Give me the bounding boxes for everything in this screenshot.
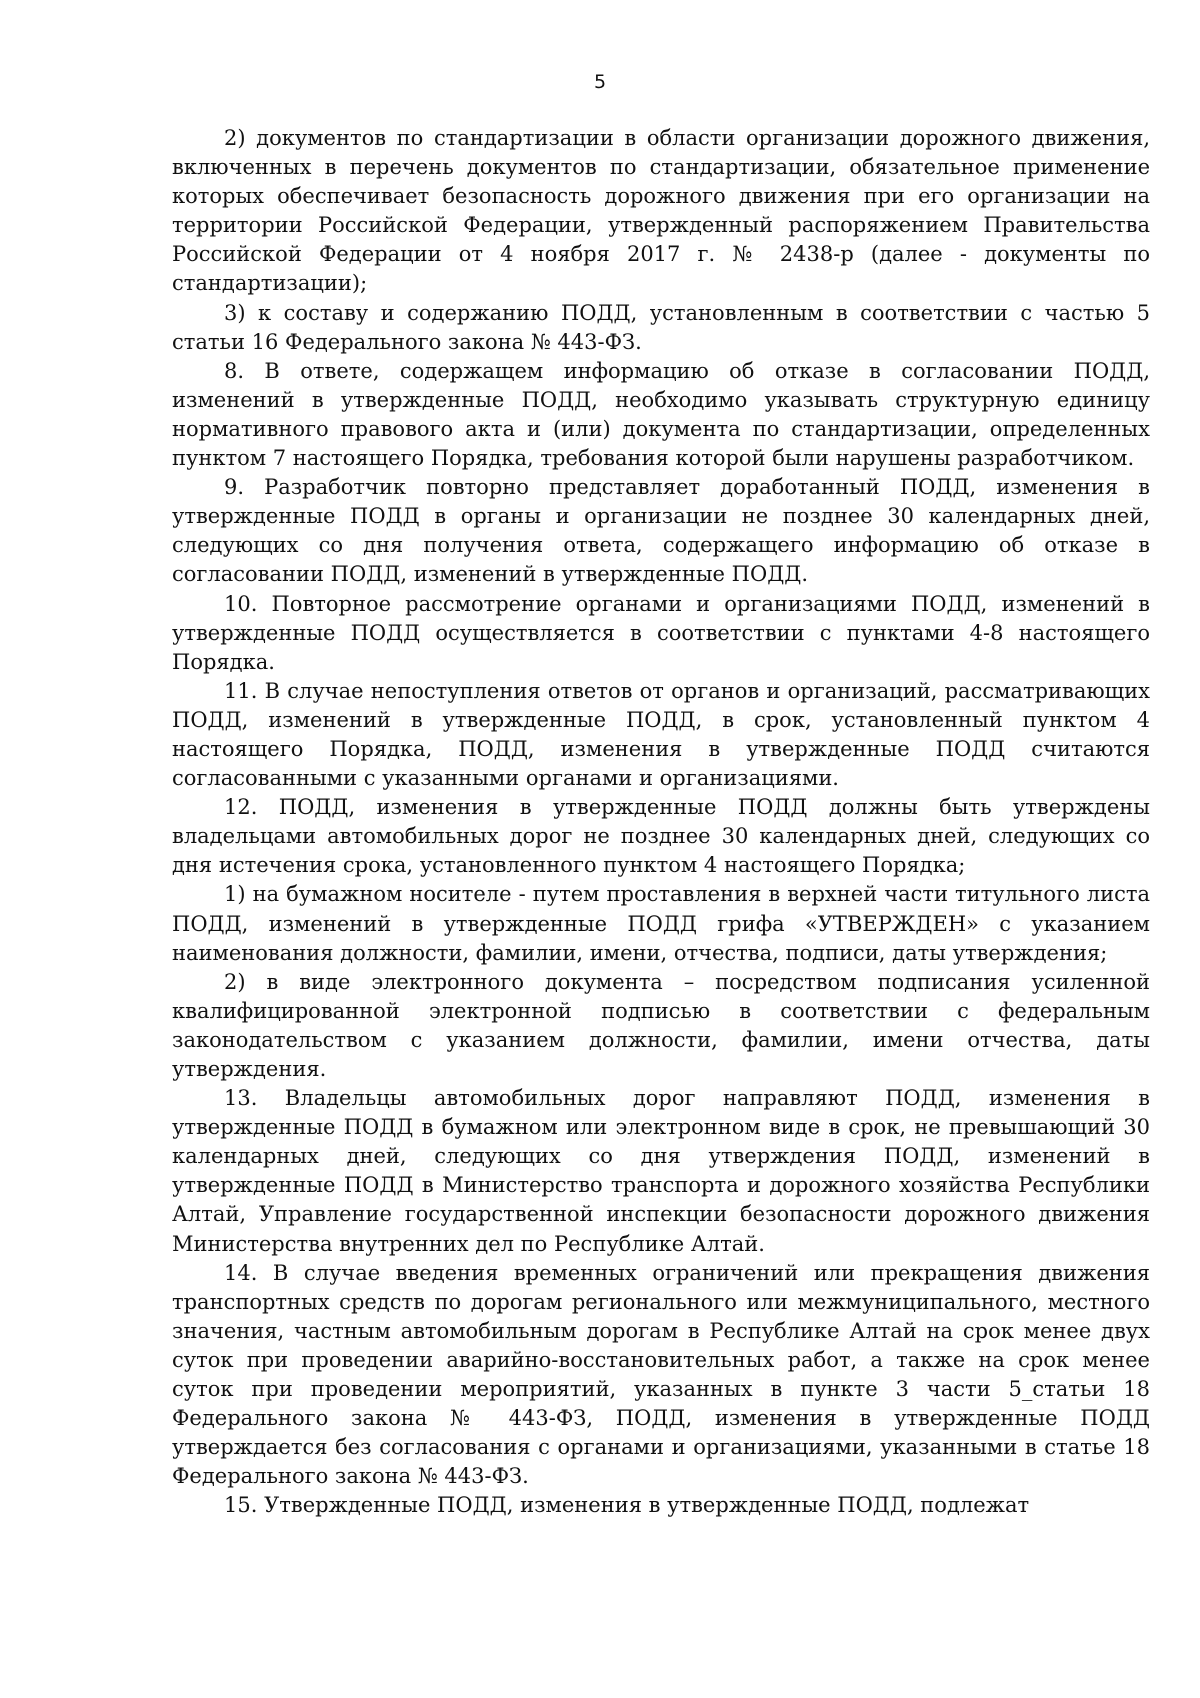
paragraph-section-15: 15. Утвержденные ПОДД, изменения в утвержденные ПОДД, подлежат (224, 1493, 1030, 1518)
paragraph-section-12: 12. ПОДД, изменения в утвержденные ПОДД должны быть утверждены владельцами автомобильных дорог не позднее 30 календарных дней, следующих со дня истечения срока, установленного пунктом 4 настоящего Порядка; (172, 795, 1150, 878)
paragraph-item-3-composition: 3) к составу и содержанию ПОДД, установленным в соответствии с частью 5 статьи 16 Федерального закона № 443-ФЗ. (172, 300, 1150, 354)
paragraph-section-12-item-2: 2) в виде электронного документа – посредством подписания усиленной квалифицированной электронной подписью в соответствии с федеральным законодательством с указанием должности, фамилии, имени отчества, даты утверждения. (172, 969, 1150, 1081)
paragraph-section-9: 9. Разработчик повторно представляет доработанный ПОДД, изменения в утвержденные ПОДД в органы и организации не позднее 30 календарных дней, следующих со дня получения ответа, содержащего информацию об отказе в согласовании ПОДД, изменений в утвержденные ПОДД. (172, 475, 1150, 587)
paragraph-item-2-standards: 2) документов по стандартизации в области организации дорожного движения, включенных в перечень документов по стандартизации, обязательное применение которых обеспечивает безопасность дорожного движения при его организации на территории Российской Федерации, утвержденный распоряжением Правительства Российской Федерации от 4 ноября 2017 г. № 2438-р (далее - документы по стандартизации); (172, 126, 1150, 296)
paragraph-section-12-item-1: 1) на бумажном носителе - путем проставления в верхней части титульного листа ПОДД, изменений в утвержденные ПОДД грифа «УТВЕРЖДЕН» с указанием наименования должности, фамилии, имени, отчества, подписи, даты утверждения; (172, 882, 1150, 965)
paragraph-section-14: 14. В случае введения временных ограничений или прекращения движения транспортных средств по дорогам регионального или межмуниципального, местного значения, частным автомобильным дорогам в Республике Алтай на срок менее двух суток при проведении аварийно-восстановительных работ, а также на срок менее суток при проведении мероприятий, указанных в пункте 3 части 5_статьи 18 Федерального закона № 443-ФЗ, ПОДД, изменения в утвержденные ПОДД утверждается без согласования с органами и организациями, указанными в статье 18 Федерального закона № 443-ФЗ. (172, 1260, 1150, 1489)
paragraph-section-8: 8. В ответе, содержащем информацию об отказе в согласовании ПОДД, изменений в утвержденные ПОДД, необходимо указывать структурную единицу нормативного правового акта и (или) документа по стандартизации, определенных пунктом 7 настоящего Порядка, требования которой были нарушены разработчиком. (172, 358, 1150, 471)
paragraph-section-11: 11. В случае непоступления ответов от органов и организаций, рассматривающих ПОДД, изменений в утвержденные ПОДД, в срок, установленный пунктом 4 настоящего Порядка, ПОДД, изменения в утвержденные ПОДД считаются согласованными с указанными органами и организациями. (172, 678, 1150, 791)
paragraph-section-13: 13. Владельцы автомобильных дорог направляют ПОДД, изменения в утвержденные ПОДД в бумажном или электронном виде в срок, не превышающий 30 календарных дней, следующих со дня утверждения ПОДД, изменений в утвержденные ПОДД в Министерство транспорта и дорожного хозяйства Республики Алтай, Управление государственной инспекции безопасности дорожного движения Министерства внутренних дел по Республике Алтай. (172, 1086, 1150, 1256)
document-body (172, 124, 1150, 1521)
paragraph-section-10: 10. Повторное рассмотрение органами и организациями ПОДД, изменений в утвержденные ПОДД осуществляется в соответствии с пунктами 4-8 настоящего Порядка. (172, 591, 1150, 674)
page-number: 5 (593, 71, 607, 93)
